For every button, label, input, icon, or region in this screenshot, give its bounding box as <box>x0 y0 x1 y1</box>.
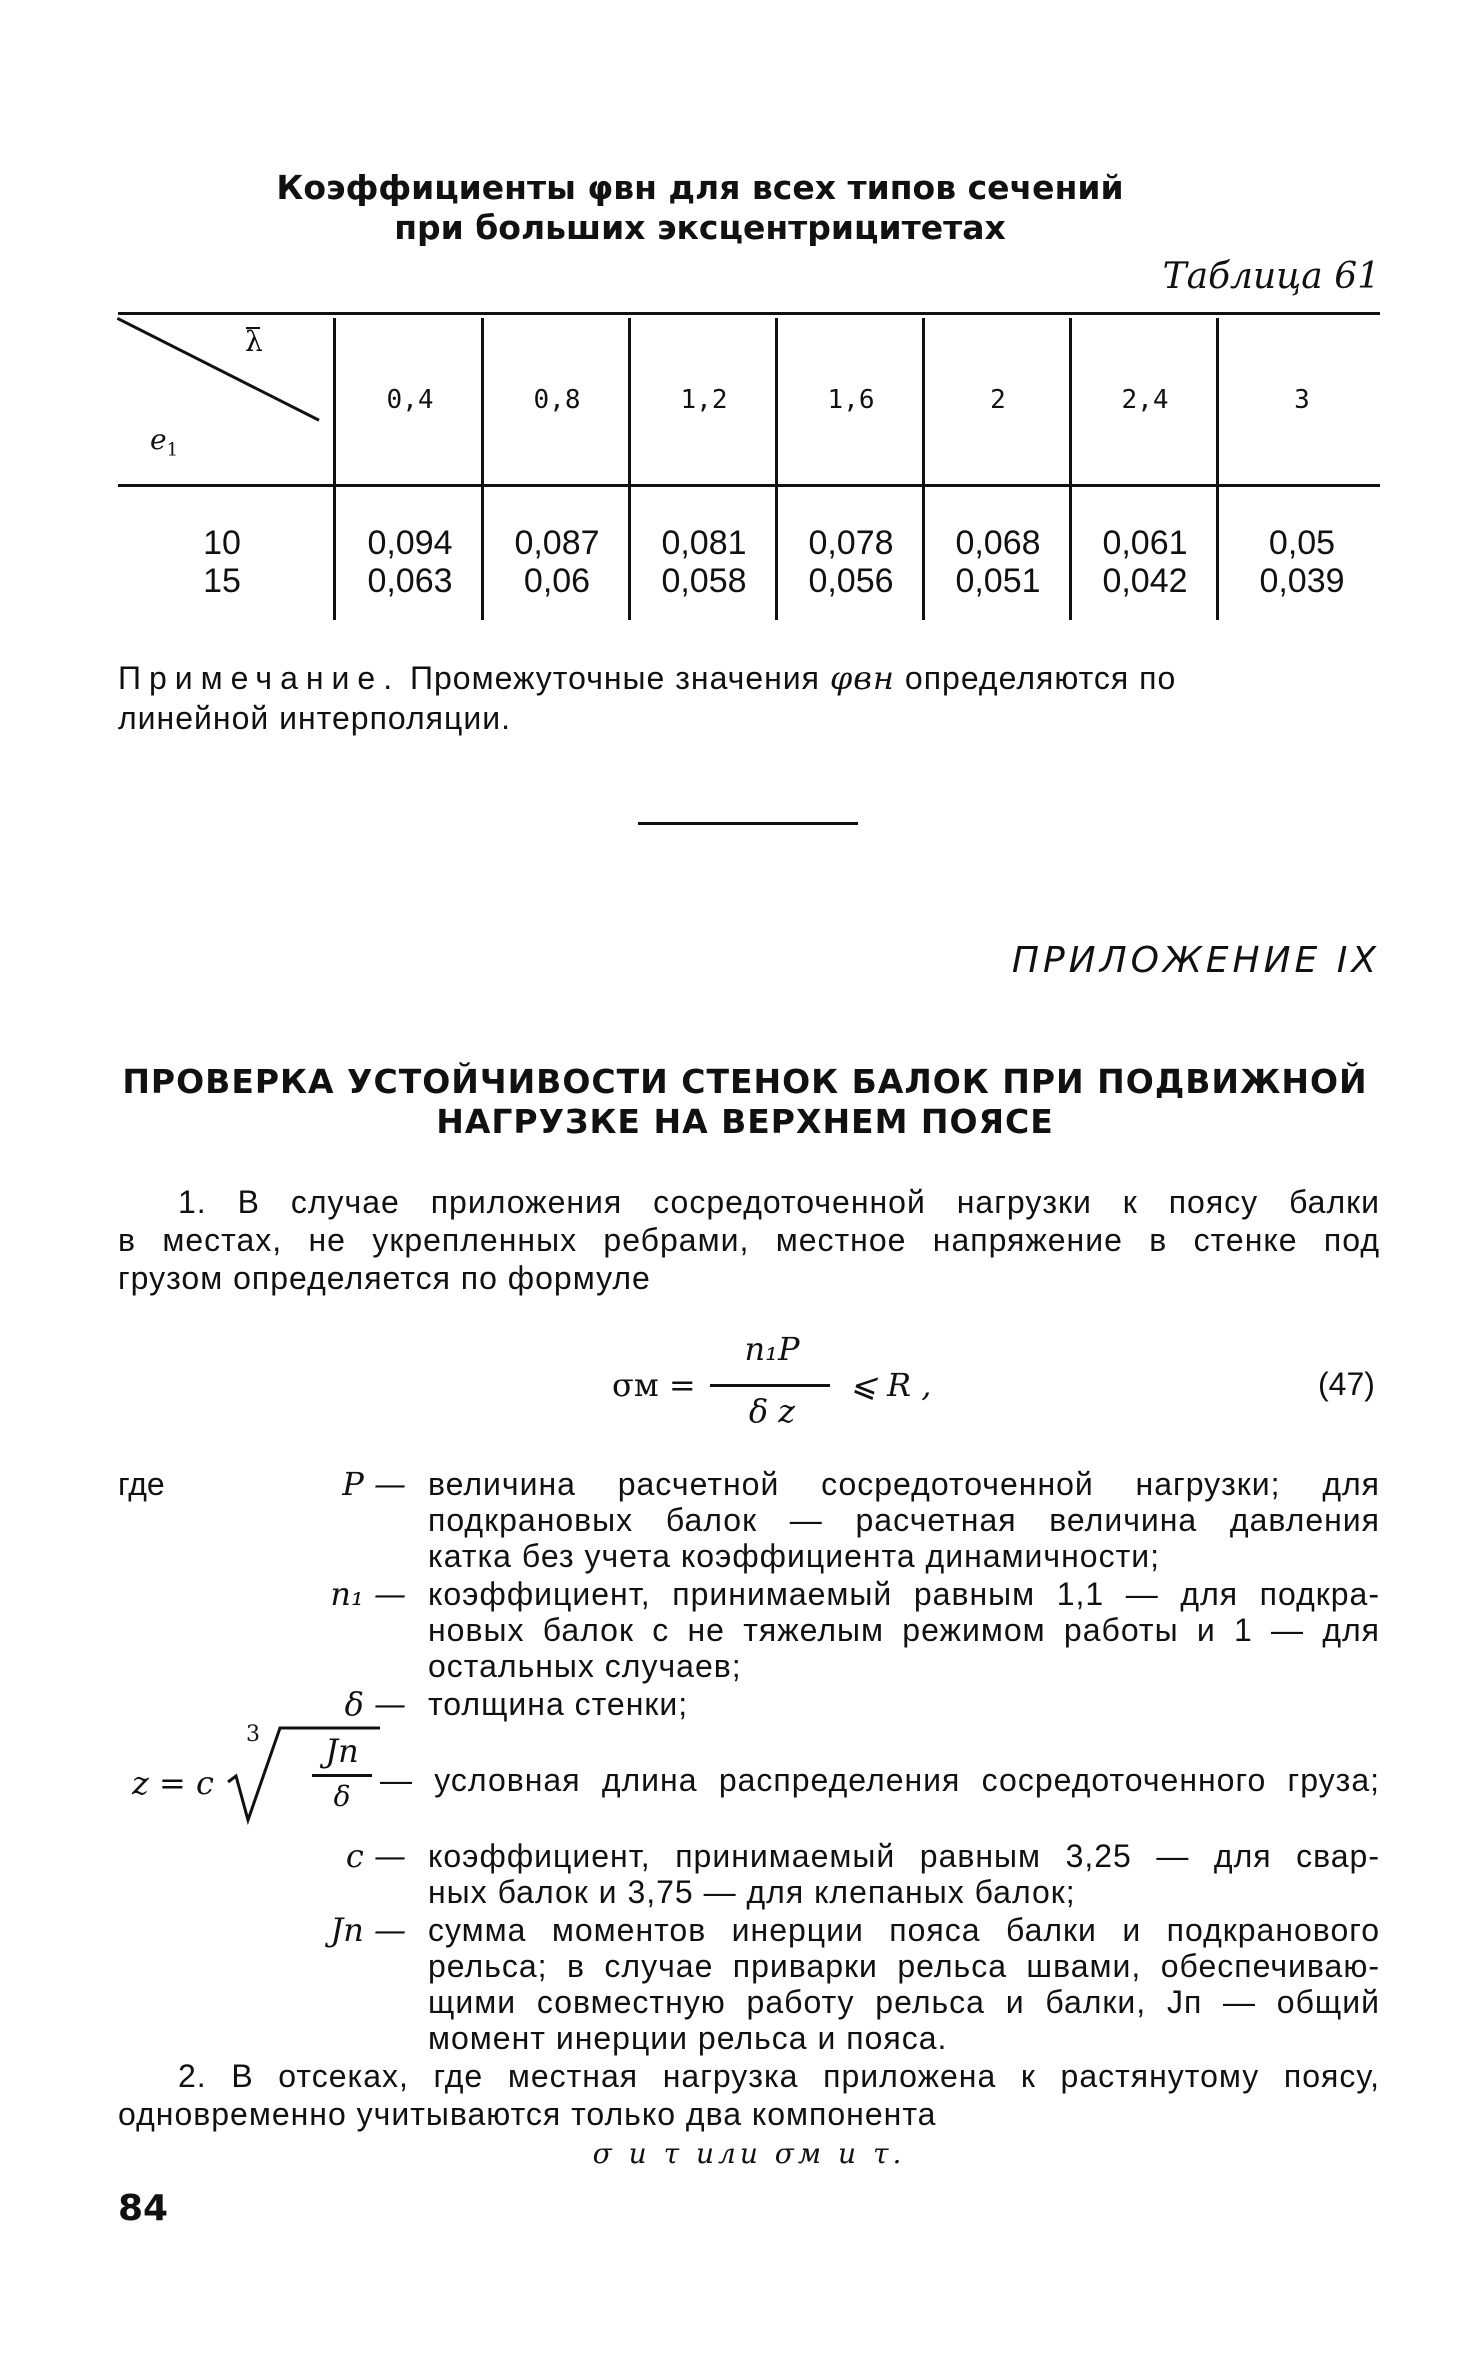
row-symbol <box>150 423 178 461</box>
def-symbol: P — <box>342 1465 406 1503</box>
note-prefix: Примечание. <box>118 660 401 696</box>
table-cell: 0,051 <box>955 562 1041 600</box>
def-line: рельса; в случае приварки рельса швами, обеспечиваю- <box>428 1948 1380 1984</box>
table-cell: 0,06 <box>523 562 591 600</box>
table-cell: 0,081 <box>661 524 747 562</box>
def-line: коэффициент, принимаемый равным 1,1 — для подкра- <box>428 1576 1380 1612</box>
table-title <box>200 168 1200 248</box>
table-cell: 0,05 <box>1268 524 1336 562</box>
paragraph-1-line3: грузом определяется по формуле <box>118 1260 651 1296</box>
col-divider <box>481 318 484 620</box>
def-line: величина расчетной сосредоточенной нагрузки; для <box>428 1466 1380 1502</box>
def-symbol: Jп — <box>330 1911 406 1949</box>
column-header: 2 <box>990 385 1006 415</box>
column-header: 1,6 <box>827 385 875 415</box>
note-text-b: определяются по <box>895 660 1177 696</box>
col-divider <box>1216 318 1219 620</box>
def-line: остальных случаев; <box>428 1648 742 1684</box>
where-word: где <box>118 1466 165 1502</box>
column-header: 3 <box>1294 385 1310 415</box>
def-line: катка без учета коэффициента динамичности; <box>428 1538 1160 1574</box>
def-symbol: n₁ — <box>330 1575 406 1613</box>
appendix-heading <box>100 1062 1390 1142</box>
col-divider <box>333 318 336 620</box>
column-header: 0,4 <box>386 385 434 415</box>
table-top-rule <box>118 312 1380 315</box>
table-cell: 0,063 <box>367 562 453 600</box>
page-number: 84 <box>118 2188 169 2229</box>
fraction-bar <box>710 1384 830 1387</box>
column-symbol: λ <box>245 325 263 358</box>
root-index: 3 <box>246 1722 260 1747</box>
header-diagonal <box>117 317 320 422</box>
col-divider <box>628 318 631 620</box>
table-title-line2: при больших эксцентрицитетах <box>394 208 1006 247</box>
row-key: 15 <box>203 562 241 600</box>
formula-lhs: σм = <box>612 1366 696 1404</box>
col-divider <box>775 318 778 620</box>
table-title-line1: Коэффициенты φвн для всех типов сечений <box>276 168 1124 207</box>
formula-denominator: δ z <box>748 1392 796 1430</box>
root-numerator: Jп <box>325 1732 359 1770</box>
def-line: новых балок с не тяжелым режимом работы и 1 — для <box>428 1612 1380 1648</box>
heading-line1: ПРОВЕРКА УСТОЙЧИВОСТИ СТЕНОК БАЛОК ПРИ ПОДВИЖНОЙ <box>122 1062 1368 1101</box>
note-text-a: Промежуточные значения <box>400 660 830 696</box>
def-line: щими совместную работу рельса и балки, Jп — общий <box>428 1984 1380 2020</box>
def-line: момент инерции рельса и пояса. <box>428 2020 948 2056</box>
heading-line2: НАГРУЗКЕ НА ВЕРХНЕМ ПОЯСЕ <box>436 1102 1054 1141</box>
def-line: толщина стенки; <box>428 1686 689 1722</box>
def-symbol: c — <box>345 1837 406 1875</box>
formula-rhs: ⩽ R , <box>850 1366 932 1404</box>
table-cell: 0,039 <box>1259 562 1345 600</box>
col-divider <box>922 318 925 620</box>
row-symbol-sub: 1 <box>166 439 179 461</box>
table-cell: 0,068 <box>955 524 1041 562</box>
table-cell: 0,078 <box>808 524 894 562</box>
table-cell: 0,094 <box>367 524 453 562</box>
def-symbol: δ — <box>344 1685 406 1723</box>
table-cell: 0,042 <box>1102 562 1188 600</box>
formula-number: (47) <box>1318 1366 1375 1402</box>
table-cell: 0,056 <box>808 562 894 600</box>
paragraph-1-line1: 1. В случае приложения сосредоточенной нагрузки к поясу балки <box>178 1184 1380 1220</box>
root-denominator: δ <box>333 1780 351 1813</box>
row-key: 10 <box>203 524 241 562</box>
row-symbol-letter: e <box>150 423 167 456</box>
paragraph-1-line2: в местах, не укрепленных ребрами, местное напряжение в стенке под <box>118 1222 1380 1258</box>
note-symbol: φвн <box>829 659 895 697</box>
formula-numerator: n₁P <box>744 1330 800 1368</box>
z-lhs: z = c <box>132 1764 214 1802</box>
column-header: 2,4 <box>1121 385 1169 415</box>
table-cell: 0,058 <box>661 562 747 600</box>
def-line: ных балок и 3,75 — для клепаных балок; <box>428 1874 1076 1910</box>
def-line: коэффициент, принимаемый равным 3,25 — для свар- <box>428 1838 1380 1874</box>
paragraph-2-line2: одновременно учитываются только два компонента <box>118 2096 937 2132</box>
section-separator <box>638 822 858 825</box>
paragraph-2-line1: 2. В отсеках, где местная нагрузка приложена к растянутому поясу, <box>178 2058 1380 2094</box>
table-header-rule <box>118 484 1380 487</box>
table-label: Таблица 61 <box>1162 256 1380 297</box>
table-cell: 0,087 <box>514 524 600 562</box>
appendix-label: ПРИЛОЖЕНИЕ IX <box>1011 940 1380 981</box>
column-header: 1,2 <box>680 385 728 415</box>
paragraph-2-formula: σ и τ или σм и τ. <box>592 2137 906 2170</box>
def-line: подкрановых балок — расчетная величина давления <box>428 1502 1380 1538</box>
table-note-line2: линейной интерполяции. <box>118 700 511 736</box>
def-line: — условная длина распределения сосредоточенного груза; <box>380 1762 1380 1798</box>
root-fraction-bar <box>312 1774 372 1777</box>
col-divider <box>1069 318 1072 620</box>
table-cell: 0,061 <box>1102 524 1188 562</box>
def-line: сумма моментов инерции пояса балки и подкранового <box>428 1912 1380 1948</box>
column-header: 0,8 <box>533 385 581 415</box>
table-note <box>118 660 1380 696</box>
